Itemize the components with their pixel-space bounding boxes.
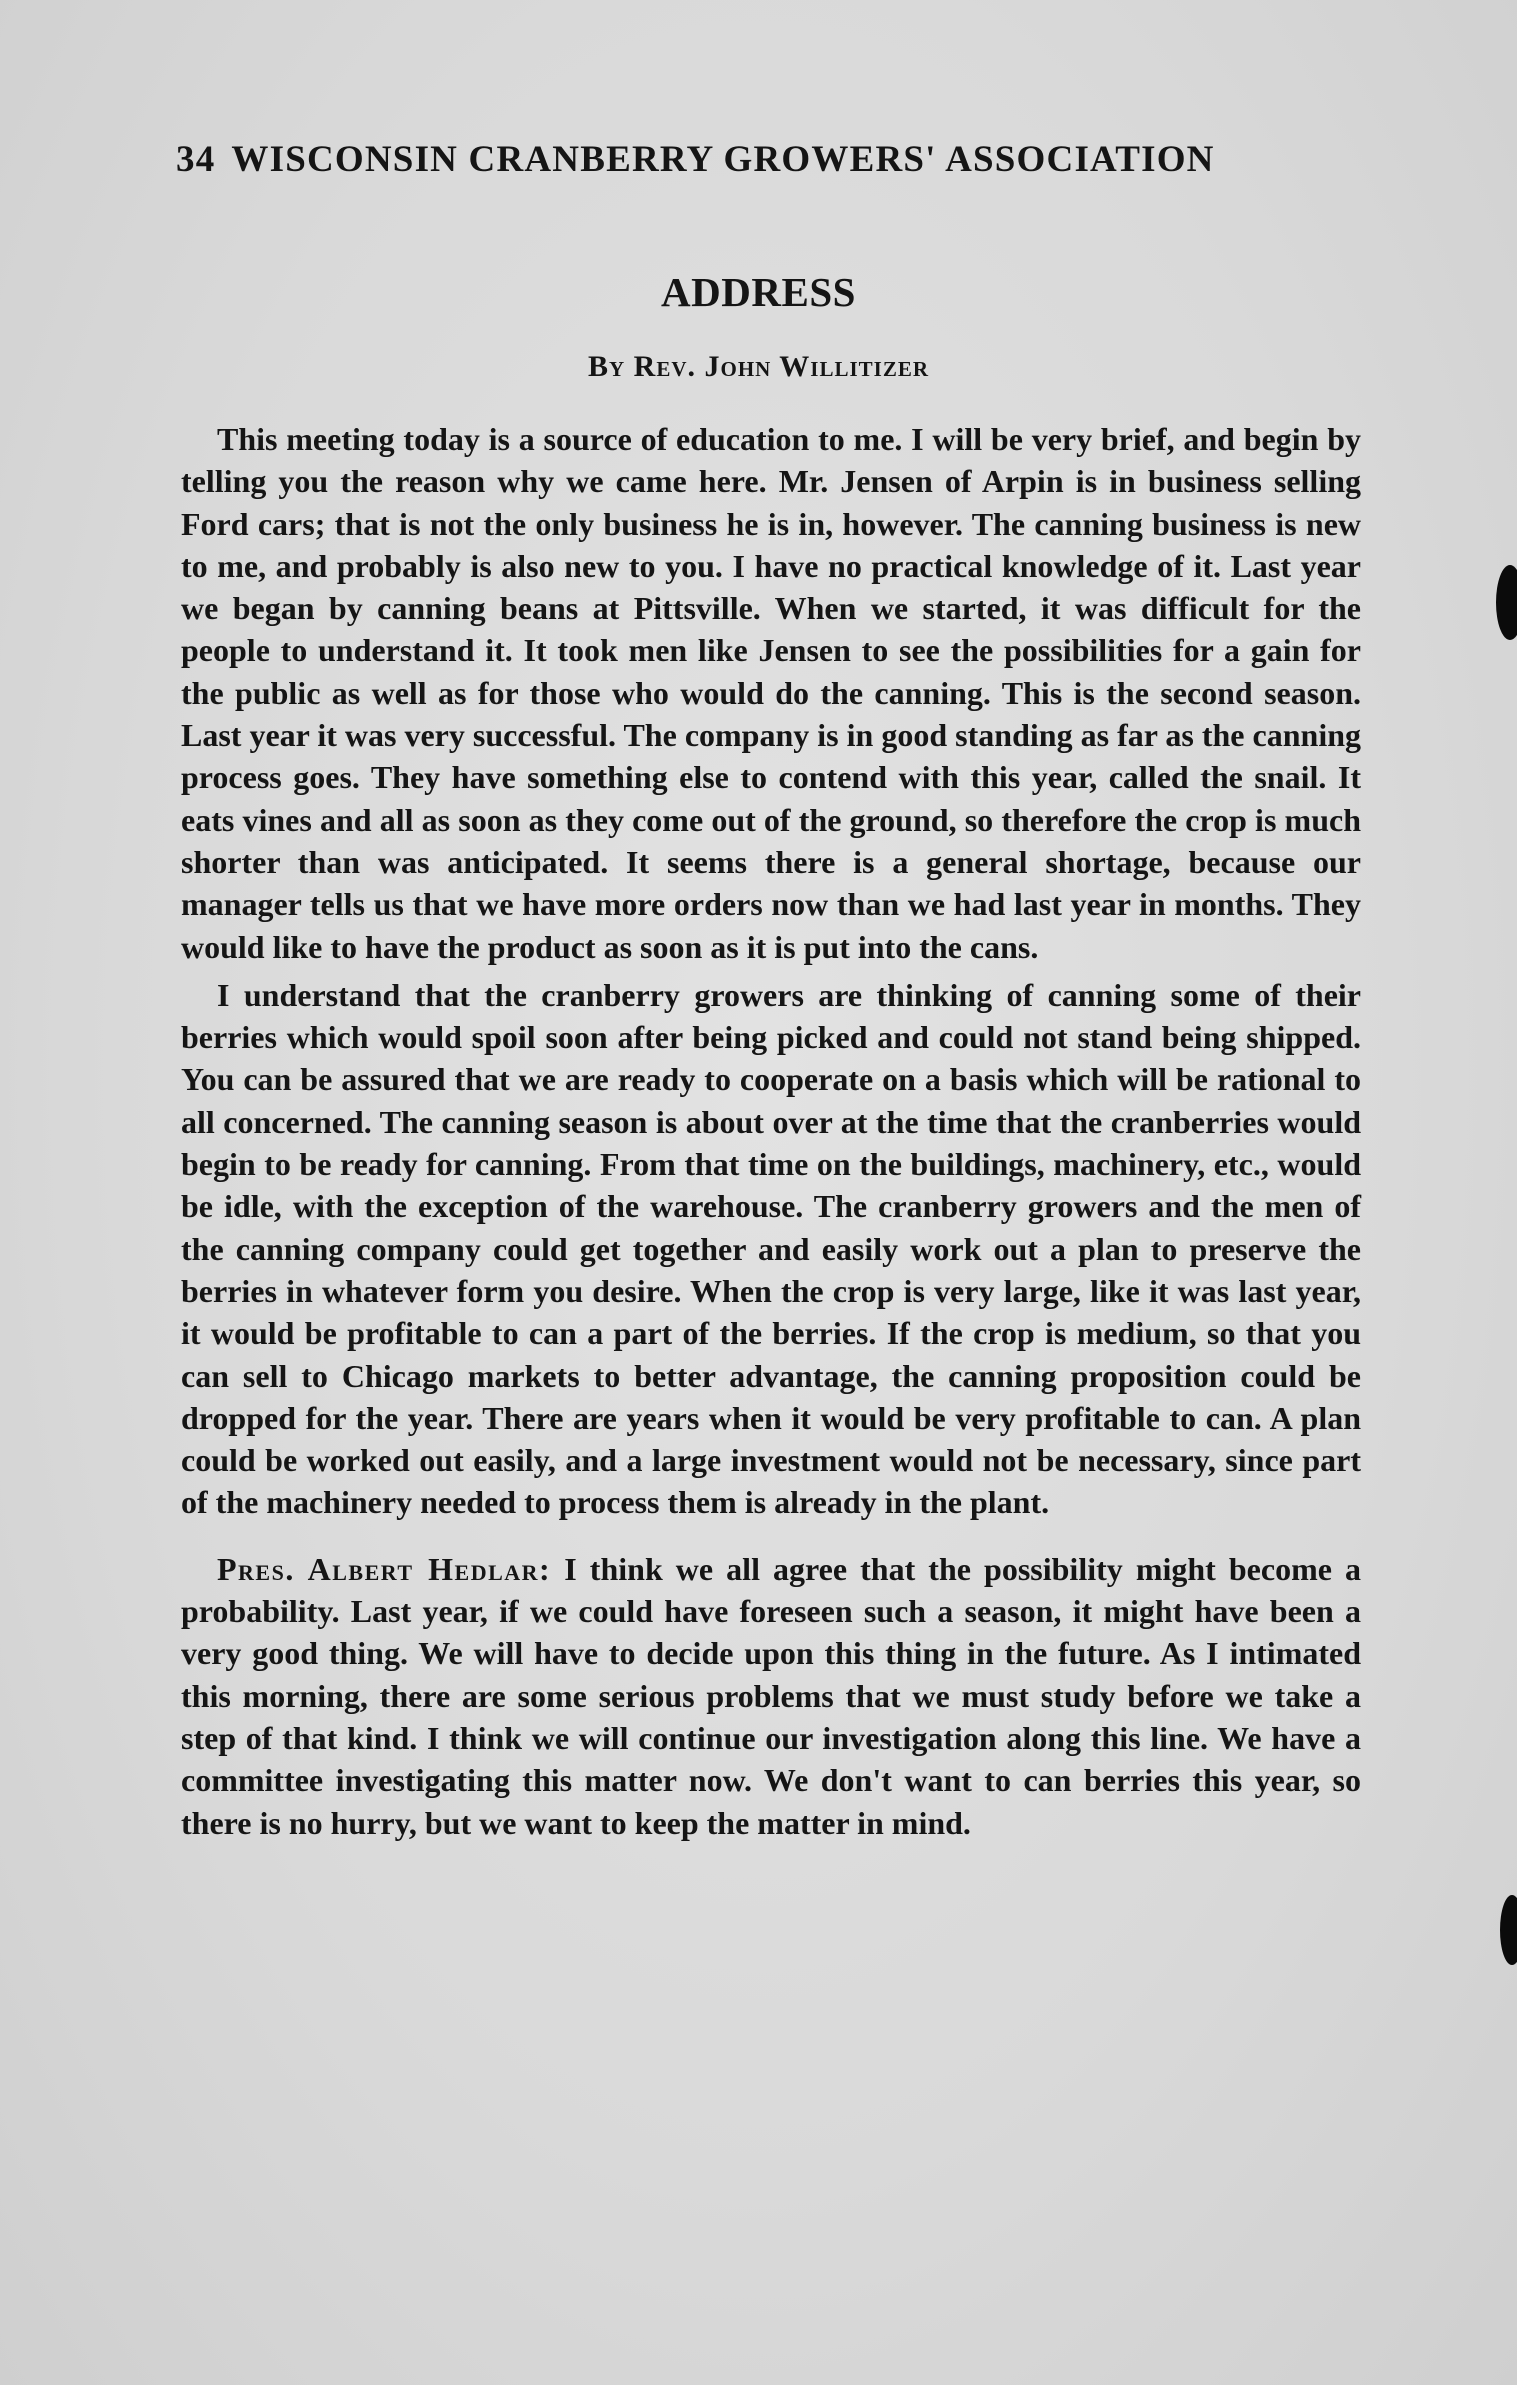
speaker-name: Pres. Albert Hedlar:: [217, 1550, 552, 1587]
running-head: [176, 138, 1276, 181]
paragraph: [181, 974, 1361, 1524]
paragraph-text: I understand that the cranberry growers are thinking of canning some of their berries which would spoil soon after being picked and could not stand being shipped. You can be assured that we are ready to cooperate on a basis which will be rational to all concerned. The canning season is about over at the time that the cranberries would begin to be ready for canning. From that time on the buildings, machinery, etc., would be idle, with the exception of the warehouse. The cranberry growers and the men of the canning company could get together and easily work out a plan to preserve the berries in whatever form you desire. When the crop is very large, like it was last year, it would be profitable to can a part of the berries. If the crop is medium, so that you can sell to Chicago markets to better advantage, the canning proposition could be dropped for the year. There are years when it would be very profitable to can. A plan could be worked out easily, and a large investment would not be necessary, since part of the machinery needed to process them is already in the plant.: [181, 976, 1361, 1521]
binding-hole-mark: [1496, 565, 1517, 640]
running-head-title: WISCONSIN CRANBERRY GROWERS' ASSOCIATION: [231, 139, 1215, 180]
paragraph: [181, 418, 1361, 968]
paragraph-text: I think we all agree that the possibility might become a probability. Last year, if we could have foreseen such a season, it might have been a very good thing. We will have to decide upon this thing in the future. As I intimated this morning, there are some serious problems that we must study before we take a step of that kind. I think we will continue our investigation along this line. We have a committee investigating this matter now. We don't want to can berries this year, so there is no hurry, but we want to keep the matter in mind.: [181, 1550, 1362, 1841]
paragraph: [181, 1548, 1361, 1844]
binding-hole-mark: [1500, 1895, 1517, 1965]
paragraph-text: This meeting today is a source of education to me. I will be very brief, and begin by telling you the reason why we came here. Mr. Jensen of Arpin is in business selling Ford cars; that is not the only business he is in, however. The canning business is new to me, and probably is also new to you. I have no practical knowledge of it. Last year we began by canning beans at Pittsville. When we started, it was difficult for the people to understand it. It took men like Jensen to see the possibilities for a gain for the public as well as for those who would do the canning. This is the second season. Last year it was very successful. The company is in good standing as far as the canning process goes. They have something else to contend with this year, called the snail. It eats vines and all as soon as they come out of the ground, so therefore the crop is much shorter than was anticipated. It seems there is a general shortage, because our manager tells us that we have more orders now than we had last year in months. They would like to have the product as soon as it is put into the cans.: [181, 421, 1361, 965]
article-byline: By Rev. John Willitizer: [587, 350, 930, 383]
article-title: ADDRESS: [661, 269, 856, 315]
article-body: [181, 418, 1361, 1844]
page-number: 34: [176, 139, 216, 180]
